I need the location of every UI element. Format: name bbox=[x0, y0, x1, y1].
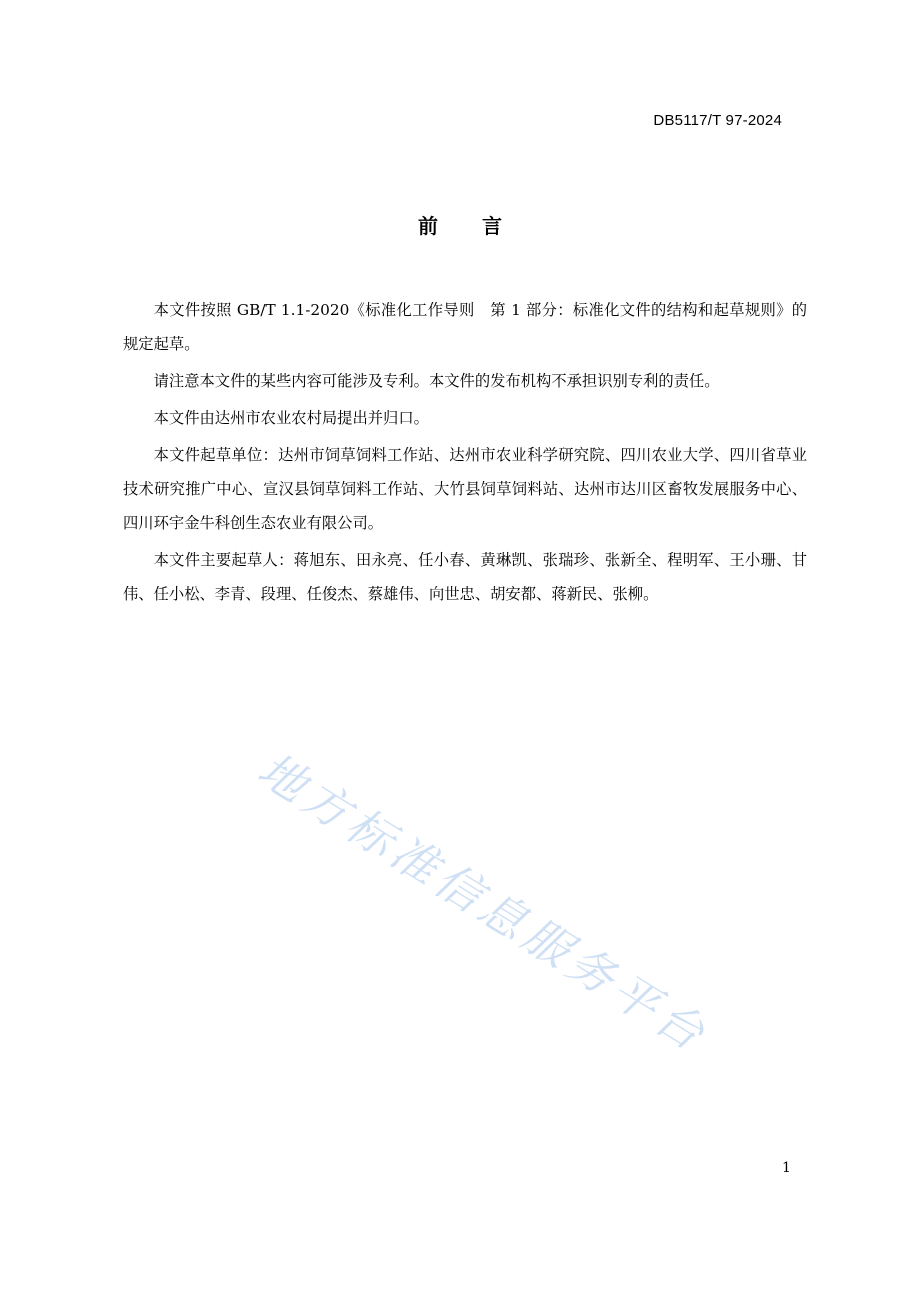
document-body bbox=[123, 293, 807, 614]
watermark: 地方标准信息服务平台 bbox=[248, 741, 719, 1064]
standard-code: DB5117/T 97-2024 bbox=[653, 112, 782, 129]
paragraph-drafting-rules: 本文件按照 GB/T 1.1-2020《标准化工作导则 第 1 部分：标准化文件的结构和起草规则》的规定起草。 bbox=[123, 301, 807, 353]
page-title: 前言 bbox=[418, 214, 546, 238]
paragraph-drafters: 本文件主要起草人：蒋旭东、田永亮、任小春、黄琳凯、张瑞珍、张新全、程明军、王小珊、甘伟、任小松、李青、段理、任俊杰、蔡雄伟、向世忠、胡安都、蒋新民、张柳。 bbox=[123, 551, 807, 603]
paragraph-patent-notice: 请注意本文件的某些内容可能涉及专利。本文件的发布机构不承担识别专利的责任。 bbox=[153, 372, 720, 390]
page-number: 1 bbox=[782, 1160, 791, 1176]
paragraph-drafting-units: 本文件起草单位：达州市饲草饲料工作站、达州市农业科学研究院、四川农业大学、四川省草业技术研究推广中心、宣汉县饲草饲料工作站、大竹县饲草饲料站、达州市达川区畜牧发展服务中心、四川环宇金牛科创生态农业有限公司。 bbox=[123, 446, 807, 532]
paragraph-proposer: 本文件由达州市农业农村局提出并归口。 bbox=[153, 409, 429, 427]
